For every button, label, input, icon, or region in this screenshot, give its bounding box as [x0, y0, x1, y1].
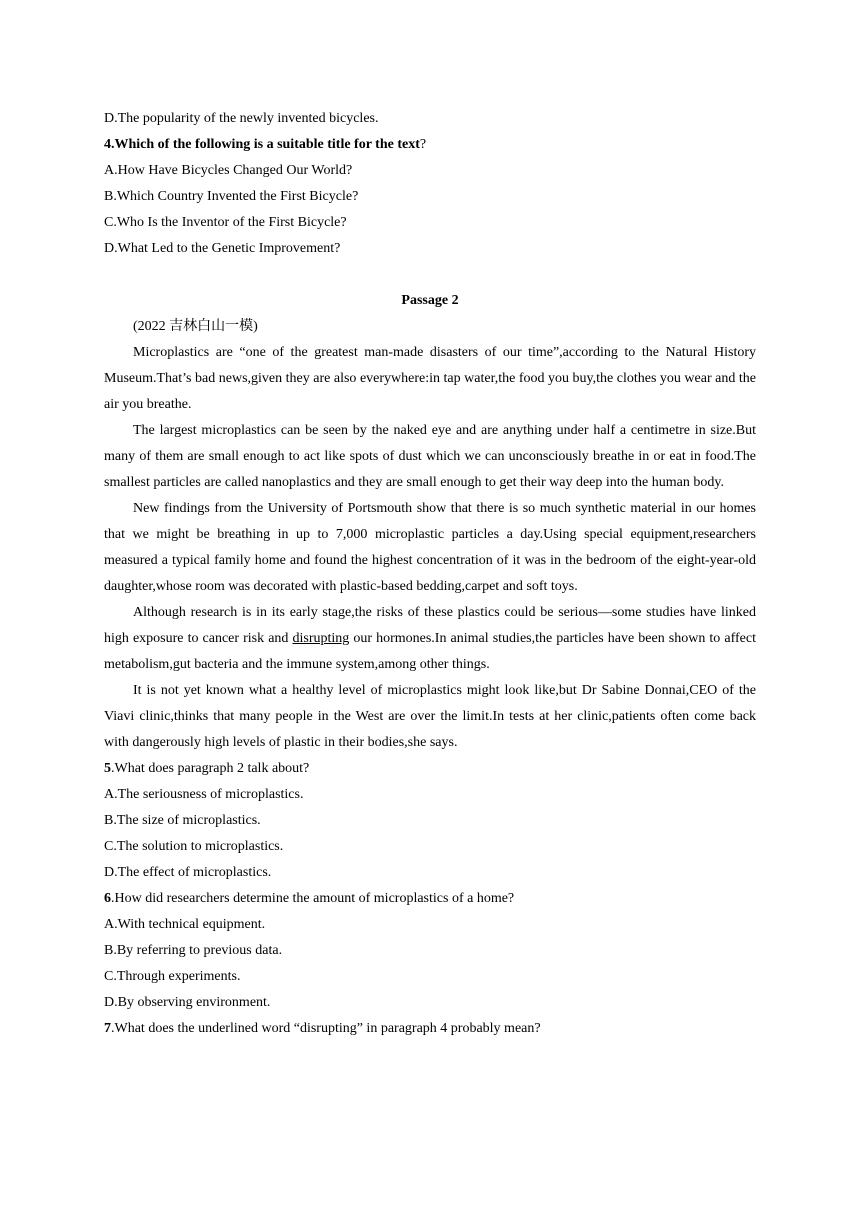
q6-option-c: C.Through experiments.: [104, 969, 241, 984]
q3-option-d: D.The popularity of the newly invented bicycles.: [104, 111, 379, 126]
q7-number: 7: [104, 1021, 111, 1036]
q4-option-a: A.How Have Bicycles Changed Our World?: [104, 163, 353, 178]
document-page: [104, 106, 756, 1042]
paragraph-1: Microplastics are “one of the greatest man-made disasters of our time”,according to the Natural History Museum.That’s bad news,given they are also everywhere:in tap water,the food you buy,the clothes you wear and the air you breathe.: [104, 345, 756, 412]
q5-stem: [104, 756, 756, 782]
q4-option-c: C.Who Is the Inventor of the First Bicycle?: [104, 215, 347, 230]
q4-question-mark: ?: [419, 137, 427, 152]
q5-number: 5: [104, 761, 111, 776]
q6-stem: [104, 886, 756, 912]
q5-stem-text: .What does paragraph 2 talk about?: [111, 761, 310, 776]
q4-stem: [104, 132, 756, 158]
q7-stem-text: .What does the underlined word “disrupting” in paragraph 4 probably mean?: [111, 1021, 541, 1036]
passage-title: Passage 2: [401, 293, 459, 308]
q4-number: 4: [104, 137, 111, 152]
q5-option-c: C.The solution to microplastics.: [104, 839, 284, 854]
q5-option-d: D.The effect of microplastics.: [104, 865, 272, 880]
q7-stem: [104, 1016, 756, 1042]
paragraph-4: [104, 600, 756, 678]
paragraph-5: It is not yet known what a healthy level of microplastics might look like,but Dr Sabine Donnai,CEO of the Viavi clinic,thinks that many people in the West are over the limit.In tests at her clinic,patients often come back with dangerously high levels of plastic in their bodies,she says.: [104, 683, 756, 750]
paragraph-4-text-before: Although research is in its early stage,the risks of these plastics could be serious—some studies have linked high exposure to cancer risk and: [104, 605, 756, 646]
passage-source: (2022 吉林白山一模): [133, 319, 258, 334]
q5-option-a: A.The seriousness of microplastics.: [104, 787, 304, 802]
q5-option-b: B.The size of microplastics.: [104, 813, 261, 828]
paragraph-3: New findings from the University of Portsmouth show that there is so much synthetic material in our homes that we might be breathing in up to 7,000 microplastic particles a day.Using special equipment,researchers measured a typical family home and found the highest concentration of it was in the bedroom of the eight-year-old daughter,whose room was decorated with plastic-based bedding,carpet and soft toys.: [104, 501, 756, 594]
q6-option-d: D.By observing environment.: [104, 995, 271, 1010]
q4-option-d: D.What Led to the Genetic Improvement?: [104, 241, 341, 256]
q4-option-b: B.Which Country Invented the First Bicycle?: [104, 189, 359, 204]
q6-option-a: A.With technical equipment.: [104, 917, 266, 932]
q6-stem-text: .How did researchers determine the amount of microplastics of a home?: [111, 891, 515, 906]
q6-option-b: B.By referring to previous data.: [104, 943, 283, 958]
underlined-word: disrupting: [292, 631, 350, 646]
q6-number: 6: [104, 891, 111, 906]
q4-stem-text: .Which of the following is a suitable title for the text: [111, 137, 420, 152]
paragraph-4-text-after: our hormones.In animal studies,the particles have been shown to affect metabolism,gut bacteria and the immune system,among other things.: [104, 631, 756, 672]
paragraph-2: The largest microplastics can be seen by the naked eye and are anything under half a centimetre in size.But many of them are small enough to act like spots of dust which we can unconsciously breathe in or eat in food.The smallest particles are called nanoplastics and they are small enough to get their way deep into the human body.: [104, 423, 756, 490]
